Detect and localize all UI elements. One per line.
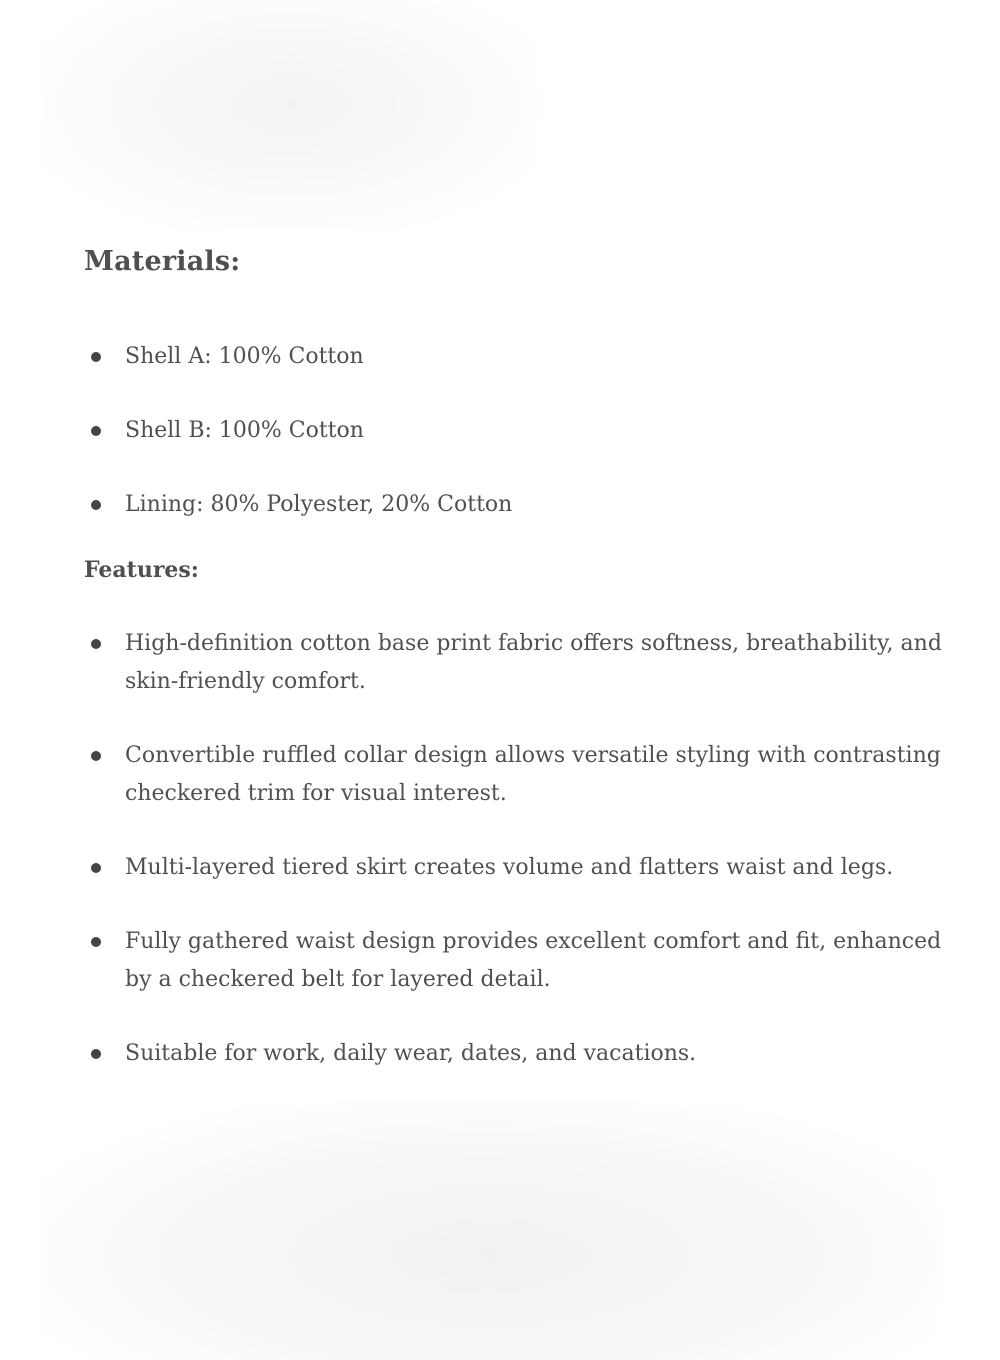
bullet-icon: [91, 937, 101, 947]
list-item: [84, 625, 964, 701]
materials-heading: Materials:: [84, 246, 241, 277]
bullet-icon: [91, 863, 101, 873]
list-item: [84, 412, 964, 450]
list-item: [84, 849, 964, 887]
bullet-icon: [91, 751, 101, 761]
list-item: [84, 486, 964, 524]
list-item-text: Shell A: 100% Cotton: [125, 344, 364, 369]
background-glow-top: [40, 0, 540, 230]
bullet-icon: [91, 639, 101, 649]
features-list: [84, 625, 964, 1073]
bullet-icon: [91, 426, 101, 436]
background-glow-bottom: [40, 1100, 940, 1360]
list-item-text: Multi-layered tiered skirt creates volume and flatters waist and legs.: [125, 855, 894, 880]
list-item: [84, 737, 964, 813]
list-item: [84, 338, 964, 376]
bullet-icon: [91, 500, 101, 510]
product-description: [84, 238, 964, 1109]
bullet-icon: [91, 352, 101, 362]
list-item-text: Lining: 80% Polyester, 20% Cotton: [125, 492, 513, 517]
features-heading: Features:: [84, 557, 199, 583]
list-item: [84, 923, 964, 999]
list-item-text: High-definition cotton base print fabric offers softness, breathability, and skin-friendly comfort.: [125, 631, 942, 694]
materials-list: [84, 338, 964, 524]
list-item-text: Fully gathered waist design provides excellent comfort and fit, enhanced by a checkered belt for layered detail.: [125, 929, 942, 992]
list-item-text: Suitable for work, daily wear, dates, and vacations.: [125, 1041, 697, 1066]
list-item: [84, 1035, 964, 1073]
list-item-text: Shell B: 100% Cotton: [125, 418, 364, 443]
bullet-icon: [91, 1049, 101, 1059]
list-item-text: Convertible ruffled collar design allows versatile styling with contrasting checkered trim for visual interest.: [125, 743, 941, 806]
